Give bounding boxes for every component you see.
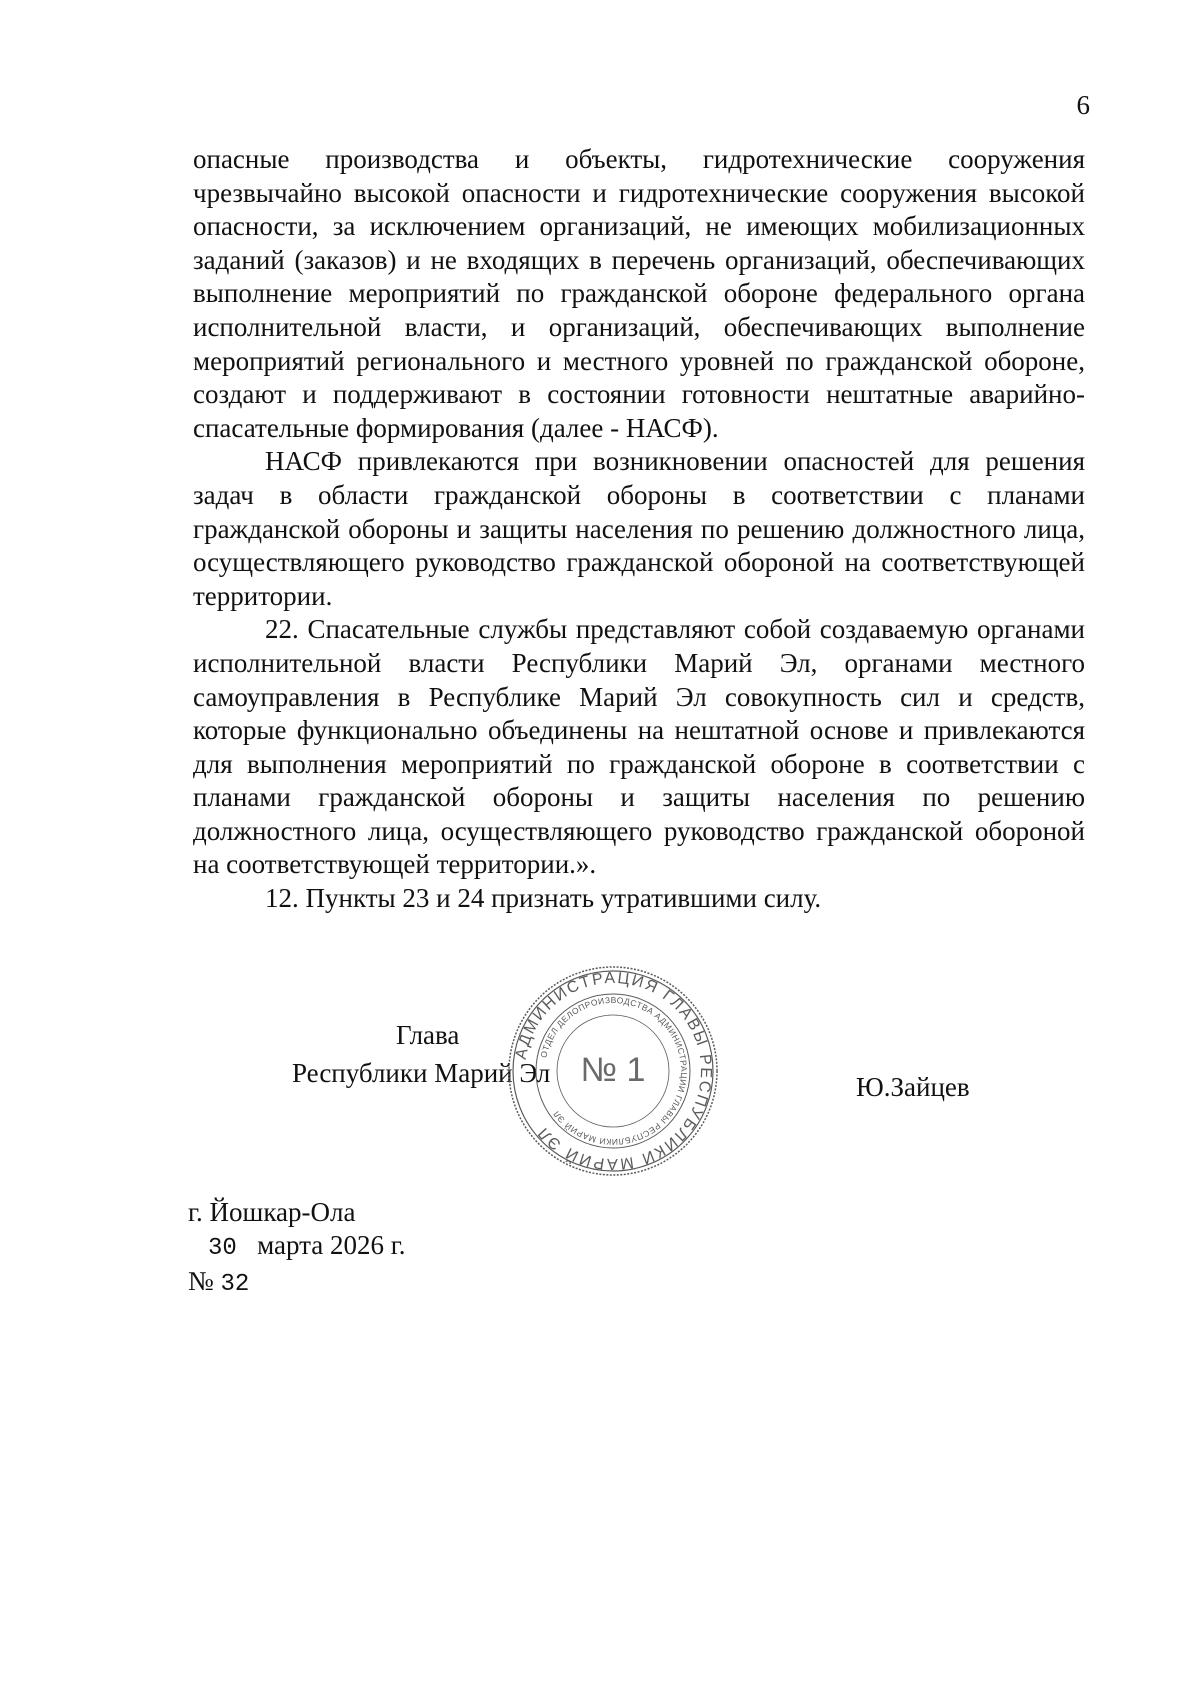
date-day: 30 xyxy=(208,1235,237,1262)
seal-inner-text: ОТДЕЛ ДЕЛОПРОИЗВОДСТВА АДМИНИСТРАЦИИ ГЛАВЫ РЕСПУБЛИКИ МАРИЙ ЭЛ xyxy=(538,994,690,1148)
page-number: 6 xyxy=(1076,90,1090,120)
seal-outer-text: АДМИНИСТРАЦИЯ ГЛАВЫ РЕСПУБЛИКИ МАРИЙ ЭЛ xyxy=(512,969,715,1173)
document-number-prefix: № xyxy=(188,1266,214,1296)
paragraph-item-22: 22. Спасательные службы представляют собой создаваемую органами исполнительной власти Республики Марий Эл, органами местного самоуправления в Республике Марий Эл совокупность сил и средств, которые функционально объединены на нештатной основе и привлекаются для выполнения мероприятий по гражданской обороне в соответствии с планами гражданской обороны и защиты населения по решению должностного лица, осуществляющего руководство гражданской обороной на соответствующей территории.». xyxy=(193,614,1085,880)
city: г. Йошкар-Ола xyxy=(188,1197,356,1227)
paragraph-nasf: НАСФ привлекаются при возникновении опасностей для решения задач в области гражданской обороны в соответствии с планами гражданской обороны и защиты населения по решению должностного лица, осуществляющего руководство гражданской обороной на соответствующей территории. xyxy=(193,446,1085,611)
place-date-block xyxy=(188,1196,405,1301)
paragraph-item-12: 12. Пункты 23 и 24 признать утратившими силу. xyxy=(265,883,822,914)
signer-name: Ю.Зайцев xyxy=(856,1072,970,1102)
official-seal xyxy=(505,963,721,1179)
document-date xyxy=(188,1229,405,1265)
paragraph-continuation: опасные производства и объекты, гидротехнические сооружения чрезвычайно высокой опасности и гидротехнические сооружения высокой опасности, за исключением организаций, не имеющих мобилизационных заданий (заказов) и не входящих в перечень организаций, обеспечивающих выполнение мероприятий по гражданской обороне федерального органа исполнительной власти, и организаций, обеспечивающих выполнение мероприятий регионального и местного уровней по гражданской обороне, создают и поддерживают в состоянии готовности нештатные аварийно-спасательные формирования (далее - НАСФ). xyxy=(193,144,1085,443)
document-number xyxy=(188,1265,405,1301)
seal-number: № 1 xyxy=(580,1051,646,1089)
signer-title-line2: Республики Марий Эл xyxy=(292,1058,551,1088)
document-number-value: 32 xyxy=(220,1271,250,1298)
date-month-year: марта 2026 г. xyxy=(257,1230,406,1260)
document-body xyxy=(193,143,1085,916)
signer-title-line1: Глава xyxy=(396,1020,460,1050)
